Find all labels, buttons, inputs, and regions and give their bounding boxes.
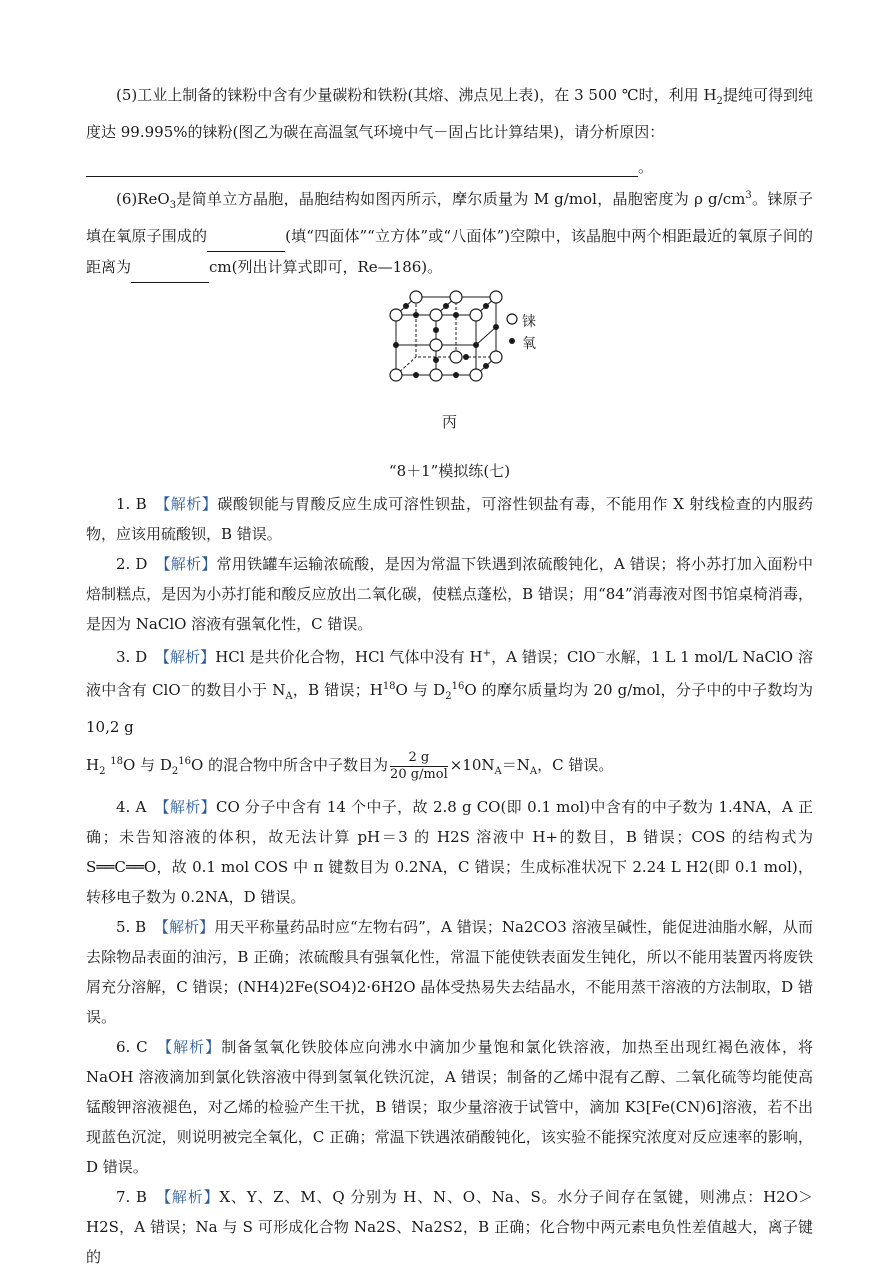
q5-answer-blank-row	[86, 147, 813, 177]
analysis-tag: 【解析】	[162, 648, 216, 666]
analysis-tag: 【解析】	[162, 495, 218, 513]
answer-number: 7. B	[116, 1188, 147, 1206]
answer-text: ，A 错误；ClO	[490, 648, 596, 666]
legend-oxygen-marker	[509, 338, 515, 344]
answer-text: 水解，1 L 1 mol/L NaClO 溶液中含有 ClO	[86, 648, 813, 699]
answer-3-line2	[86, 742, 813, 792]
answer-number: 2. D	[116, 555, 148, 573]
answer-5	[86, 912, 813, 1032]
answer-number: 5. B	[116, 918, 147, 936]
answer-1	[86, 489, 813, 549]
q6-e: cm(列出计算式即可，Re—186)。	[209, 258, 443, 276]
answer-text: 的数目小于 N	[190, 681, 286, 699]
answer-text: O 与 D	[122, 756, 172, 774]
sup: +	[482, 648, 491, 659]
sup: 16	[178, 756, 191, 767]
answer-3	[86, 639, 813, 742]
answer-number: 6. C	[116, 1038, 148, 1056]
answer-6	[86, 1032, 813, 1182]
analysis-tag: 【解析】	[161, 918, 215, 936]
q5-line2: 纯度达 99.995%的铼粉(图乙为碳在高温氢气环境中气－固占比计算结果)，请分析原因：	[86, 86, 813, 141]
q6-a: (6)ReO	[116, 190, 170, 208]
q5-answer-blank[interactable]	[86, 154, 638, 177]
fraction-numerator: 2 g	[390, 750, 448, 767]
answer-text: 制备氢氧化铁胶体应向沸水中滴加少量饱和氯化铁溶液，加热至出现红褐色液体，将 NaOH 溶液滴加到氯化铁溶液中得到氢氧化铁沉淀，A 错误；制备的乙烯中混有乙醇、二氧化硫等均能使高锰酸钾溶液褪色，对乙烯的检验产生干扰，B 错误；取少量溶液于试管中，滴加 K3[Fe(CN)6]溶液，若不出现蓝色沉淀，则说明被完全氧化，C 正确；常温下铁遇浓硝酸钝化，该实验不能探究浓度对反应速率的影响，D 错误。	[86, 1038, 813, 1176]
answer-number: 3. D	[116, 648, 148, 666]
section-title: “8＋1”模拟练(七)	[388, 462, 511, 480]
legend-oxygen-label: 氧	[522, 336, 536, 352]
q6-blank-1[interactable]	[207, 221, 285, 252]
answer-text: O 的混合物中所含中子数目为	[190, 756, 389, 774]
q5-sub: 2	[716, 96, 723, 107]
answer-text: 常用铁罐车运输浓硫酸，是因为常温下铁遇到浓硫酸钝化，A 错误；将小苏打加入面粉中焙制糕点，是因为小苏打能和酸反应放出二氧化碳，使糕点蓬松，B 错误；用“84”消毒液对图书馆桌椅消毒，是因为 NaClO 溶液有强氧化性，C 错误。	[86, 555, 813, 633]
crystal-cell-figure	[86, 289, 813, 409]
answer-text: O 与 D	[395, 681, 446, 699]
answer-text: ×10N	[449, 756, 495, 774]
answer-text: CO 分子中含有 14 个中子，故 2.8 g CO(即 0.1 mol)中含有的中子数为 1.4NA，A 正确；未告知溶液的体积，故无法计算 pH＝3 的 H2S 溶液中 H+的数目，B 错误；COS 的结构式为 S══C══O，故 0.1 mol COS 中 π 键数目为 0.2NA，C 错误；生成标准状况下 2.24 L H2(即 0.1 mol)，转移电子数为 0.2NA，D 错误。	[86, 798, 813, 906]
answer-number: 1. B	[116, 495, 147, 513]
answer-text: 用天平称量药品时应“左物右码”，A 错误；Na2CO3 溶液呈碱性，能促进油脂水解，从而去除物品表面的油污，B 正确；浓硫酸具有强氧化性，常温下能使铁表面发生钝化，所以不能用装置丙将废铁屑充分溶解，C 错误；(NH4)2Fe(SO4)2·6H2O 晶体受热易失去结晶水，不能用蒸干溶液的方法制取，D 错误。	[86, 918, 813, 1026]
q6-a-sub: 3	[169, 200, 177, 211]
sub: 2	[171, 766, 179, 777]
q6-b-sup: 3	[745, 190, 752, 201]
answer-text: ，B 错误；H	[292, 681, 383, 699]
legend-rhenium-marker	[507, 314, 517, 324]
answer-7	[86, 1182, 813, 1272]
analysis-tag: 【解析】	[162, 555, 217, 573]
q6-blank-2[interactable]	[131, 252, 209, 283]
sub: A	[494, 766, 502, 777]
document-page	[86, 80, 813, 1272]
q5-line1: (5)工业上制备的铼粉中含有少量碳粉和铁粉(其熔、沸点见上表)，在 3 500 ℃时，利用 H	[116, 86, 717, 104]
sub: 2	[445, 691, 452, 702]
answer-text: ，C 错误。	[537, 756, 614, 774]
q6-d: (填“四面体”“立方体”或“八面体”)空隙中，该晶胞中两个相距最近的氧原子间的距离为	[86, 227, 813, 276]
oxygen-atoms	[393, 303, 499, 378]
legend-rhenium-label: 铼	[522, 314, 536, 330]
fraction-denominator: 20 g/mol	[390, 766, 448, 782]
sup: －	[595, 648, 606, 659]
sup: 16	[451, 681, 465, 692]
sub: A	[285, 691, 293, 702]
question-6	[86, 181, 813, 283]
answer-text: H	[86, 756, 100, 774]
answer-4	[86, 792, 813, 912]
figure-caption: 丙	[441, 413, 457, 431]
answer-2	[86, 549, 813, 639]
sup: 18	[110, 756, 123, 767]
q6-c: 。铼原子填在氧原子围成的	[86, 190, 813, 245]
q5-end: 。	[638, 158, 654, 176]
sub: 2	[99, 766, 106, 777]
sup: －	[180, 681, 191, 692]
answer-number: 4. A	[116, 798, 147, 816]
answer-text: HCl 是共价化合物，HCl 气体中没有 H	[215, 648, 483, 666]
answer-text: ＝N	[501, 756, 530, 774]
fraction	[390, 750, 448, 783]
answer-text: O 的摩尔质量均为 20 g/mol，分子中的中子数均为 10,2 g	[86, 681, 813, 736]
answer-text: X、Y、Z、M、Q 分别为 H、N、O、Na、S。水分子间存在氢键，则沸点：H2O＞H2S，A 错误；Na 与 S 可形成化合物 Na2S、Na2S2，B 正确；化合物中两元素电负性差值越大，离子键的	[86, 1188, 813, 1266]
sup: 18	[382, 681, 396, 692]
sub: A	[529, 766, 538, 777]
question-5	[86, 80, 813, 147]
analysis-tag: 【解析】	[162, 798, 216, 816]
analysis-tag: 【解析】	[164, 1038, 222, 1056]
analysis-tag: 【解析】	[163, 1188, 220, 1206]
q6-b: 是简单立方晶胞，晶胞结构如图丙所示，摩尔质量为 M g/mol，晶胞密度为 ρ g/cm	[176, 190, 746, 208]
q5-line1b: 提纯可得到	[722, 86, 798, 104]
answer-text: 碳酸钡能与胃酸反应生成可溶性钡盐，可溶性钡盐有毒，不能用作 X 射线检查的内服药物，应该用硫酸钡，B 错误。	[86, 495, 813, 543]
